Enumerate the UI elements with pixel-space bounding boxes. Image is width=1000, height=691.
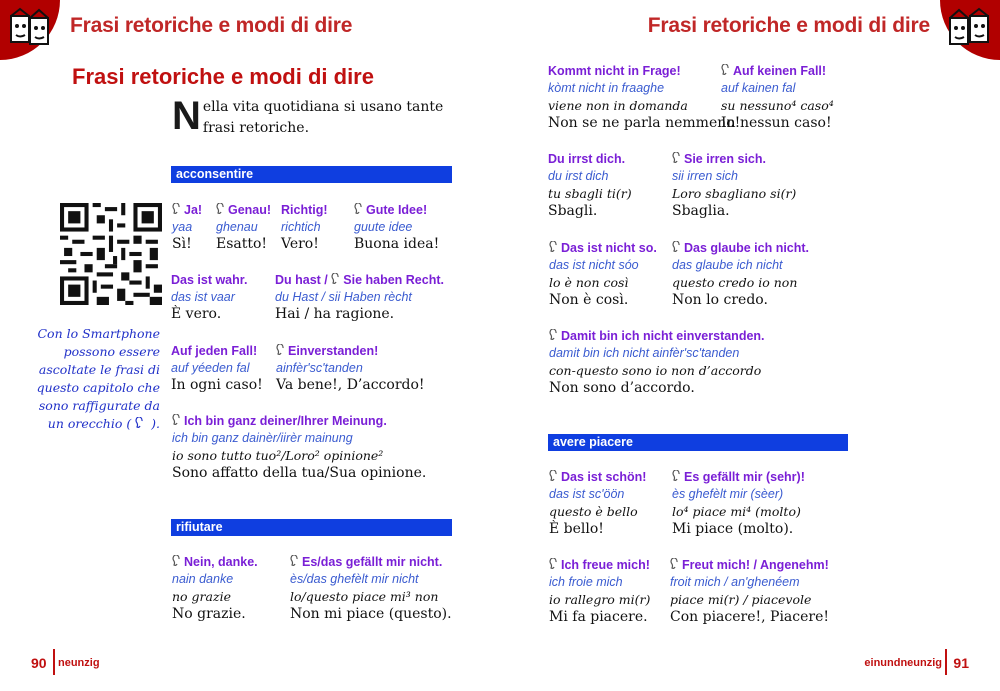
ear-icon[interactable]: [172, 414, 181, 426]
phrase-entry: Das glaube ich nicht. das glaube ich nicht questo credo io non Non lo credo.: [672, 241, 810, 308]
running-title-left: Frasi retoriche e modi di dire: [70, 14, 353, 37]
phrase-entry: Einverstanden! ainfèr'sc'tanden Va bene!, D’accordo!: [276, 344, 425, 393]
ear-icon[interactable]: [216, 203, 225, 215]
ear-icon: [135, 417, 144, 429]
phrase-entry: Du hast / Sie haben Recht. du Hast / sii Haben rècht Hai / ha ragione.: [275, 273, 444, 322]
faces-icon: [8, 6, 54, 52]
phrase-entry: Nein, danke. nain danke no grazie No grazie.: [172, 555, 258, 622]
ear-icon[interactable]: [721, 64, 730, 76]
phrase-entry: Gute Idee! guute idee Buona idea!: [354, 203, 440, 252]
ear-icon[interactable]: [672, 241, 681, 253]
ear-icon[interactable]: [276, 344, 285, 356]
ear-icon[interactable]: [331, 273, 340, 285]
phrase-entry: Das ist wahr. das ist vaar È vero.: [171, 273, 248, 322]
qr-note: Con lo Smartphone possono essere ascoltate le frasi di questo capitolo che sono raffigurate da un orecchio ( ).: [36, 326, 160, 431]
section-band-rifiutare: rifiutare: [171, 519, 452, 536]
page-word-right: einundneunzig: [864, 657, 942, 669]
ear-icon[interactable]: [172, 203, 181, 215]
phrase-entry: Ich bin ganz deiner/Ihrer Meinung. ich bin ganz dainèr/iirèr mainung io sono tutto tuo²/Loro² opinione² Sono affatto della tua/Sua opinione.: [172, 414, 427, 481]
ear-icon[interactable]: [549, 470, 558, 482]
phrase-entry: Damit bin ich nicht einverstanden. damit bin ich nicht ainfèr'sc'tanden con-questo sono io non d’accordo Non sono d’accordo.: [549, 329, 765, 396]
footer-divider: [53, 649, 55, 675]
ear-icon[interactable]: [354, 203, 363, 215]
drop-cap: N: [172, 94, 201, 138]
ear-icon[interactable]: [549, 241, 558, 253]
phrase-entry: Auf keinen Fall! auf kainen fal su nessuno⁴ caso⁴ In nessun caso!: [721, 64, 834, 131]
faces-icon: [946, 6, 992, 52]
phrase-entry: Es gefällt mir (sehr)! ès ghefèlt mir (sèer) lo⁴ piace mi⁴ (molto) Mi piace (molto).: [672, 470, 805, 537]
intro-text: ella vita quotidiana si usano tante frasi retoriche.: [202, 99, 444, 136]
ear-icon[interactable]: [290, 555, 299, 567]
page-number-right: 91: [953, 655, 969, 671]
page-title: Frasi retoriche e modi di dire: [72, 64, 374, 89]
section-band-acconsentire: acconsentire: [171, 166, 452, 183]
ear-icon[interactable]: [672, 152, 681, 164]
intro-paragraph: [172, 94, 454, 139]
phrase-entry: Auf jeden Fall! auf yéeden fal In ogni caso!: [171, 344, 263, 393]
phrase-entry: Das ist schön! das ist sc'öön questo è bello È bello!: [549, 470, 647, 537]
section-band-avere-piacere: avere piacere: [548, 434, 848, 451]
running-title-right: Frasi retoriche e modi di dire: [647, 14, 930, 37]
phrase-entry: Freut mich! / Angenehm! froit mich / an'ghenéem piace mi(r) / piacevole Con piacere!, Piacere!: [670, 558, 829, 625]
phrase-entry: Ja! yaa Sì!: [172, 203, 203, 252]
phrase-entry: Das ist nicht so. das ist nicht sóo lo è non così Non è così.: [549, 241, 657, 308]
ear-icon[interactable]: [670, 558, 679, 570]
ear-icon[interactable]: [549, 329, 558, 341]
footer-divider: [945, 649, 947, 675]
ear-icon[interactable]: [549, 558, 558, 570]
phrase-entry: Kommt nicht in Frage! kòmt nicht in fraaghe viene non in domanda Non se ne parla nemmeno!: [548, 64, 741, 131]
page-word-left: neunzig: [58, 657, 100, 669]
phrase-entry: Genau! ghenau Esatto!: [216, 203, 272, 252]
phrase-entry: Sie irren sich. sii irren sich Loro sbagliano si(r) Sbaglia.: [672, 152, 797, 219]
phrase-entry: Ich freue mich! ich froie mich io rallegro mi(r) Mi fa piacere.: [549, 558, 651, 625]
phrase-entry: Es/das gefällt mir nicht. ès/das ghefèlt mir nicht lo/questo piace mi³ non Non mi piace (questo).: [290, 555, 452, 622]
phrase-entry: Du irrst dich. du irst dich tu sbagli ti(r) Sbagli.: [548, 152, 632, 219]
phrase-entry: Richtig! richtich Vero!: [281, 203, 328, 252]
qr-code-icon[interactable]: [60, 203, 162, 305]
ear-icon[interactable]: [672, 470, 681, 482]
ear-icon[interactable]: [172, 555, 181, 567]
page-number-left: 90: [31, 655, 47, 671]
